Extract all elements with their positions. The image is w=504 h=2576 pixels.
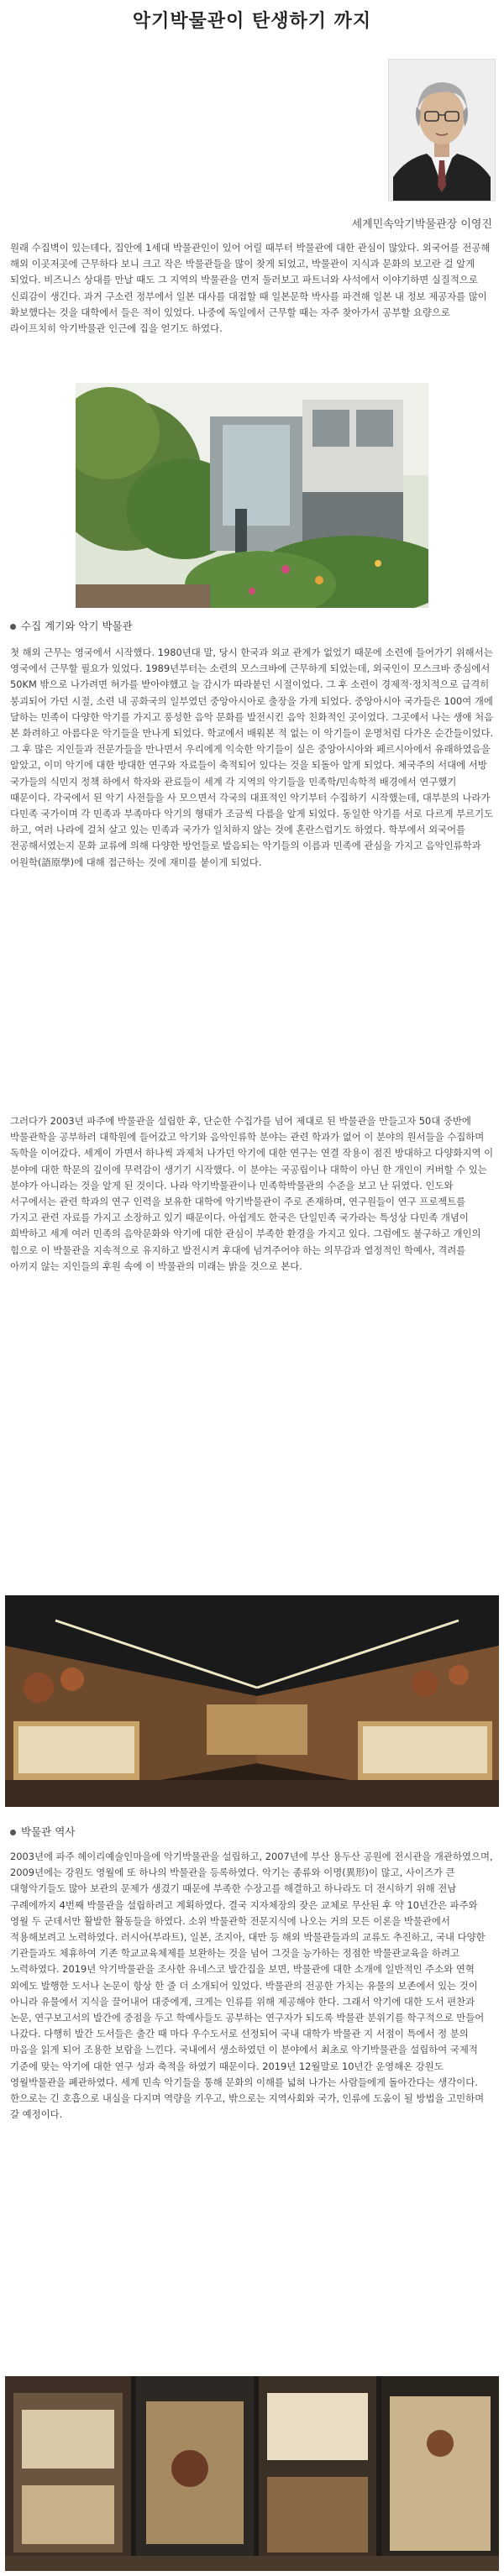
history-text: 2003년에 파주 헤이리예술인마을에 악기박물관을 설립하고, 2007년에 부산 용두산 공원에 전시관을 개관하였으며, 2009년에는 강원도 영월에 또 하나의 박물관을 등록하였다. 악기는 종류와 이명(異形)이 많고, 사이즈가 큰 대형악기들도 많아 보관의 문제가 생겼기 때문에 부족한 수장고를 해결하고 하나라도 더 전시하기 위해 전남 구례에까지 4번째 박물관을 설립하려고 계획하였다. 결국 지자체장의 잦은 교체로 무산된 후 약 10년간은 파주와 영월 두 군데서만 활발한 활동들을 하였다. 소위 박물관학 전문지식에 나오는 거의 모든 이론을 박물관에서 적용해보려고 노력하였다. 러시아(부라트), 일본, 조지아, 대만 등 해외 박물관들과의 교류도 추진하고, 국내 다양한 기관들과도 체휴하여 기존 학교교육체제를 보완하는 것을 넘어 그것을 능가하는 정점한 박물관교육을 하려고 노력하였다. 2019년 악기박물관을 조사한 유네스코 발간집을 보면, 박물관에 대한 소개에 일반적인 주소와 연혁 외에도 발행한 도서나 논문이 항상 한 줄 더 소개되어 있었다. 박물관의 전공한 가치는 유물의 보존에서 있는 것이 아니라 유물에서 지식을 끌어내어 대중에게, 크게는 인류를 위해 제공해야 한다. 그래서 악기에 대한 도서 편찬과 논문, 연구보고서의 발간에 중점을 두고 학예사들도 공부하는 연구자가 되도록 박물관 분위기를 학구적으로 만들어 나갔다. 다행히 발간 도서들은 출간 때 마다 우수도서로 선정되어 국내 대학가 박물관 지 서점이 특에서 정 분의 마음을 읽게 되어 조용한 보람을 느낀다. 국내에서 생소하였던 이 분야에서 최초로 악기박물관을 설립하여 국제적 기준에 맞는 악기에 대한 연구 성과 축적을 하였기 때문이다. 2019년 12월말로 10년간 운영해온 강원도 영월박물관을 폐관하였다. 세계 민속 악기들을 통해 문화의 이해를 넓혀 나가는 사람들에게 돌아간다는 생각이다. 한으로는 긴 호흡으로 내실을 다지며 역량을 키우고, 밖으로는 지역사회와 국가, 인류에 도움이 될 방법을 고민하며 갈 예정이다. [10, 1851, 493, 2121]
intro-text: 원래 수집벽이 있는데다, 집안에 1세대 박물관인이 있어 어릴 때부터 박물관에 대한 관심이 많았다. 외국어를 전공해 해외 이곳저곳에 근무하다 보니 크고 작은 박물관들을 많이 찾게 되었고, 박물관이 지식과 문화의 보고란 걸 알게 되었다. 비즈니스 상대를 만날 때도 그 지역의 박물관을 먼저 둘러보고 파트너와 사석에서 이야기하면 실질적으로 신뢰감이 생긴다. 과거 구소련 정부에서 일본 대사를 대접할 때 일본문학 박사를 파견해 일본 내 정보 제공자를 많이 확보했다는 것을 대학에서 들은 적이 있었다. 나중에 독일에서 근무할 때는 자주 찾아가서 공부할 요량으로 라이프치히 악기박물관 인근에 집을 얻기도 하였다. [10, 242, 491, 335]
intro-paragraph [10, 240, 496, 374]
gallery-collage-photo [5, 2376, 499, 2571]
bullet-icon [10, 1830, 16, 1835]
museum-start-text: 그러다가 2003년 파주에 박물관을 설립한 후, 단순한 수집가를 넘어 제대로 된 박물관을 만들고자 50대 중반에 박물관학을 공부하러 대학원에 들어갔고 악기와 음악인류학 분야는 관련 학과가 없어 이 분야의 원서들을 수집하며 독학을 이어갔다. 세계이 가면서 하나씩 과제처 나가던 악기에 대한 연구는 연결 작용이 점진 방대하고 다양화지역 이 분야에 대한 학문의 깊이에 무력감이 생기기 시작했다. 이 분야는 국공립이나 대학이 아닌 한 개인이 커버할 수 있는 분야가 아니라는 것을 알게 된 것이다. 나라 악기박물관이나 민족학박물관의 수준을 보고 난 뒤였다. 인도와 서구에서는 관련 학과의 연구 인력을 보유한 대학에 악기박물관이 주로 존재하며, 연구원들이 연구 프로젝트를 가지고 관련 자료를 가지고 소장하고 있기 때문이다. 아쉽게도 한국은 단일민족 국가라는 특성상 다민족 개념이 희박하고 세계 여러 민족의 음악문화와 악기에 대한 관심이 부족한 환경을 가지고 있다. 그럼에도 불구하고 개인의 힘으로 이 박물관을 지속적으로 유지하고 발전시켜 후대에 넘겨주어야 하는 의무감과 열정적인 학예사, 격려를 아끼지 않는 지인들의 후원 속에 이 박물관의 미래는 밝을 것으로 본다. [10, 1115, 494, 1272]
exhibition-illustration [5, 1595, 499, 1807]
section-label-motive-text: 수집 계기와 악기 박물관 [21, 620, 133, 632]
exhibition-hall-photo [5, 1595, 499, 1807]
section-label-history-text: 박물관 역사 [21, 1825, 76, 1838]
building-illustration [76, 383, 428, 608]
portrait-image [389, 60, 495, 201]
museum-building-photo [76, 383, 428, 608]
author-portrait [388, 59, 496, 202]
section-label-history [10, 1824, 75, 1839]
history-paragraph [10, 1849, 496, 2369]
article-title: 악기박물관이 탄생하기 까지 [132, 11, 372, 32]
motive-text: 첫 해외 근무는 영국에서 시작했다. 1980년대 말, 당시 한국과 외교 관계가 없었기 때문에 소련에 들어가기 위해서는 영국에서 근무할 필요가 있었다. 1989년부터는 소련의 모스크바에 근무하게 되었는데, 외국인이 모스크바 중심에서 50KM 밖으로 나가려면 허가를 받아야했고 늘 감시가 따라붙던 시절이었다. 그 후 소련이 경제적·정치적으로 급격히 붕괴되어 가던 시절, 소련 내 공화국의 일부였던 중앙아시아로 출장을 가게 되었다. 중앙아시아 국가들은 100여 개에 달하는 민족이 다양한 악기를 가지고 풍성한 음악 문화를 발전시킨 음악 친화적인 곳이었다. 그곳에서 나는 생애 처음 본 화려하고 아름다운 악기들을 만나게 되었다. 학교에서 배워본 적 없는 이 악기들이 운명처럼 다가온 순간들이었다. 그 후 많은 지인들과 전문가들을 만나면서 우리에게 익숙한 악기들이 실은 중앙아시아와 페르시아에서 유래하였음을 알았고, 이미 악기에 대한 방대한 연구와 자료들이 축적되어 있다는 것을 되돌아 알게 되었다. 체국주의 서대에 서방 국가들의 식민지 정책 하에서 학자와 관료들이 세계 각 지역의 악기들을 민족학/민속학적 배경에서 연구했기 때문이다. 각국에서 된 악기 사전들을 사 모으면서 각국의 대표적인 악기부터 수집하기 시작했는데, 대부분의 나라가 다민족 국가이며 각 민족과 부족마다 악기의 형태가 조금씩 다름을 알게 되었다. 동일한 악기를 서로 다르게 부르기도 하고, 여러 나라에 걸쳐 살고 있는 민족과 국가가 일치하지 않는 것에 혼란스럽기도 하였다. 학부에서 외국어를 전공해서였는지 문화 교류에 의해 다양한 방언들로 발음되는 악기들의 이름과 민족에 관심을 가지고 음악인류학과 어원학(語原學)에 대해 접근하는 것에 재미를 붙이게 되었다. [10, 647, 494, 868]
gallery-illustration [5, 2376, 499, 2571]
motive-paragraph [10, 645, 496, 1098]
museum-start-paragraph [10, 1113, 496, 1584]
bullet-icon [10, 624, 16, 630]
author-caption: 세계민속악기박물관장 이영진 [351, 218, 492, 231]
section-label-motive [10, 618, 133, 633]
